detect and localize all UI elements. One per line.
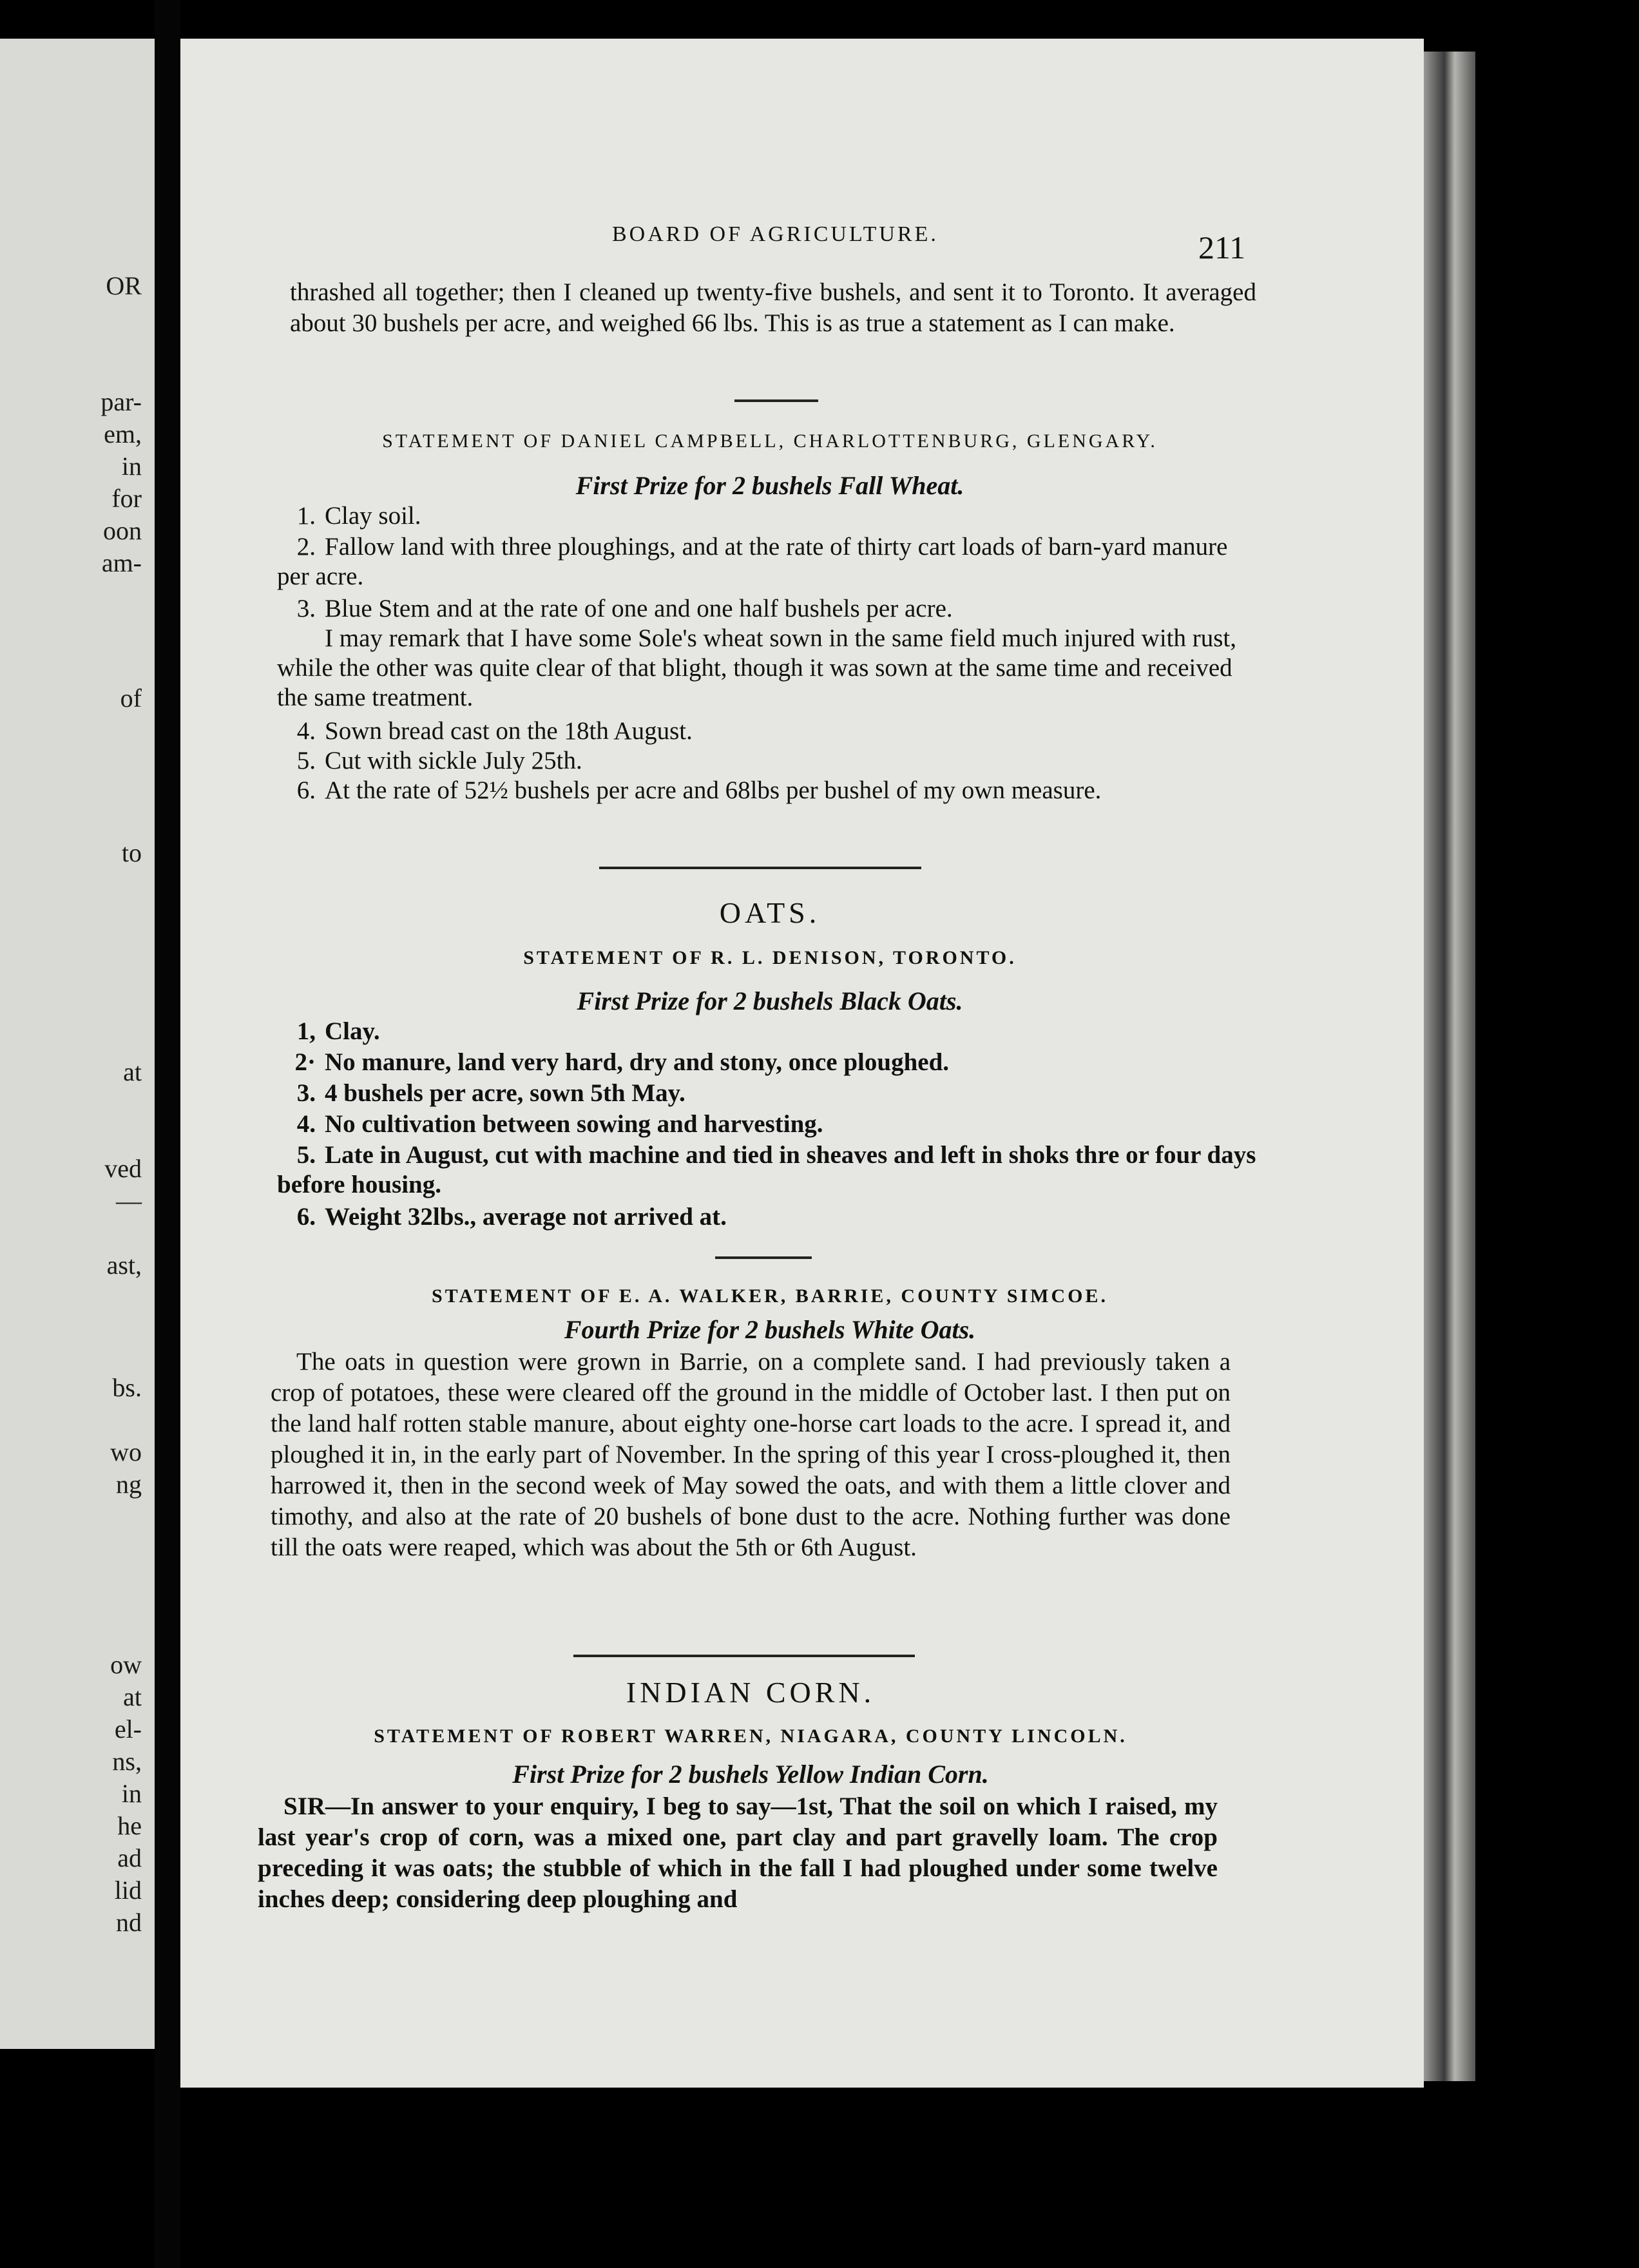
short-rule: [734, 399, 818, 402]
running-head: BOARD OF AGRICULTURE.: [612, 222, 939, 246]
campbell-item: 2. Fallow land with three ploughings, and at the rate of thirty cart loads of barn-yard manure per acre.: [277, 533, 1228, 590]
left-fragment: oon: [103, 516, 142, 545]
walker-heading: STATEMENT OF E. A. WALKER, BARRIE, COUNTY SIMCOE.: [431, 1285, 1109, 1307]
warren-prize: First Prize for 2 bushels Yellow Indian Corn.: [512, 1760, 989, 1789]
campbell-item: 3. Blue Stem and at the rate of one and one half bushels per acre.: [296, 595, 953, 622]
left-fragment: in: [121, 452, 142, 481]
warren-heading: STATEMENT OF ROBERT WARREN, NIAGARA, COUNTY LINCOLN.: [374, 1725, 1127, 1747]
walker-prize: Fourth Prize for 2 bushels White Oats.: [564, 1315, 976, 1344]
denison-item: 5. Late in August, cut with machine and tied in sheaves and left in shoks thre or four days before housing.: [277, 1141, 1256, 1198]
short-rule: [715, 1256, 812, 1259]
denison-item: 3. 4 bushels per acre, sown 5th May.: [296, 1079, 685, 1107]
denison-heading: STATEMENT OF R. L. DENISON, TORONTO.: [523, 947, 1017, 968]
denison-item: 2· No manure, land very hard, dry and stony, once ploughed.: [294, 1048, 950, 1076]
intro-paragraph: thrashed all together; then I cleaned up twenty-five bushels, and sent it to Toronto. It averaged about 30 bushels per acre, and weighed 66 lbs. This is as true a statement as I can make.: [290, 278, 1256, 337]
walker-paragraph: The oats in question were grown in Barrie, on a complete sand. I had previously taken a crop of potatoes, these were cleared off the ground in the middle of October last. I then put on the land half rotten stable manure, about eighty one-horse cart loads to the acre. I spread it, and ploughed it in, in the early part of November. In the spring of this year I cross-ploughed it, then harrowed it, then in the second week of May sowed the oats, and with them a little clover and timothy, and also at the rate of 20 bushels of bone dust to the acre. Nothing further was done till the oats were reaped, which was about the 5th or 6th August.: [271, 1348, 1231, 1561]
corn-section-title: INDIAN CORN.: [626, 1676, 876, 1709]
left-fragment: at: [123, 1057, 142, 1086]
left-fragment: in: [121, 1779, 142, 1808]
left-fragment: em,: [104, 419, 142, 448]
campbell-item: 6. At the rate of 52½ bushels per acre and 68lbs per bushel of my own measure.: [296, 776, 1102, 804]
section-rule: [599, 867, 921, 869]
left-fragment: wo: [110, 1437, 142, 1466]
left-fragment: ad: [117, 1843, 142, 1872]
left-fragment: ast,: [106, 1251, 142, 1280]
denison-item: 4. No cultivation between sowing and harvesting.: [296, 1110, 823, 1138]
left-fragment: bs.: [112, 1373, 142, 1402]
left-fragment: he: [117, 1811, 142, 1840]
campbell-heading: STATEMENT OF DANIEL CAMPBELL, CHARLOTTENBURG, GLENGARY.: [382, 430, 1158, 452]
left-fragment: OR: [106, 271, 142, 300]
page-number: 211: [1198, 229, 1246, 265]
page-edge: [1424, 52, 1475, 2081]
left-fragment: for: [111, 484, 142, 513]
campbell-prize: First Prize for 2 bushels Fall Wheat.: [575, 471, 964, 500]
section-rule: [573, 1655, 915, 1657]
left-fragment: —: [116, 1186, 142, 1215]
left-fragment: ow: [110, 1650, 142, 1679]
left-fragment: par-: [101, 387, 142, 416]
denison-item: 6. Weight 32lbs., average not arrived at.: [296, 1203, 727, 1231]
left-fragment: of: [120, 684, 142, 713]
left-fragment: at: [123, 1682, 142, 1711]
denison-prize: First Prize for 2 bushels Black Oats.: [577, 986, 963, 1015]
left-fragment: to: [121, 838, 142, 867]
campbell-item: 4. Sown bread cast on the 18th August.: [296, 717, 693, 745]
campbell-item: 1. Clay soil.: [296, 502, 421, 530]
left-fragment: ng: [116, 1470, 142, 1499]
book-gutter: [155, 0, 180, 2268]
campbell-item: 5. Cut with sickle July 25th.: [296, 747, 582, 774]
denison-item: 1, Clay.: [296, 1017, 380, 1045]
left-fragment: am-: [101, 548, 142, 577]
left-fragment: ns,: [112, 1747, 142, 1776]
warren-paragraph: SIR—In answer to your enquiry, I beg to say—1st, That the soil on which I raised, my last year's crop of corn, was a mixed one, part clay and part gravelly loam. The crop preceding it was oats; the stubble of which in the fall I had ploughed under some twelve inches deep; considering deep ploughing and: [258, 1792, 1218, 1913]
left-page-fragment: [0, 39, 155, 2049]
left-fragment: ved: [104, 1154, 142, 1183]
left-fragment: lid: [114, 1876, 142, 1905]
campbell-remark: I may remark that I have some Sole's wheat sown in the same field much injured with rust, while the other was quite clear of that blight, though it was sown at the same time and received the same treatment.: [277, 624, 1237, 711]
left-fragment: el-: [114, 1715, 142, 1744]
oats-section-title: OATS.: [719, 896, 821, 929]
left-fragment: nd: [116, 1908, 142, 1937]
